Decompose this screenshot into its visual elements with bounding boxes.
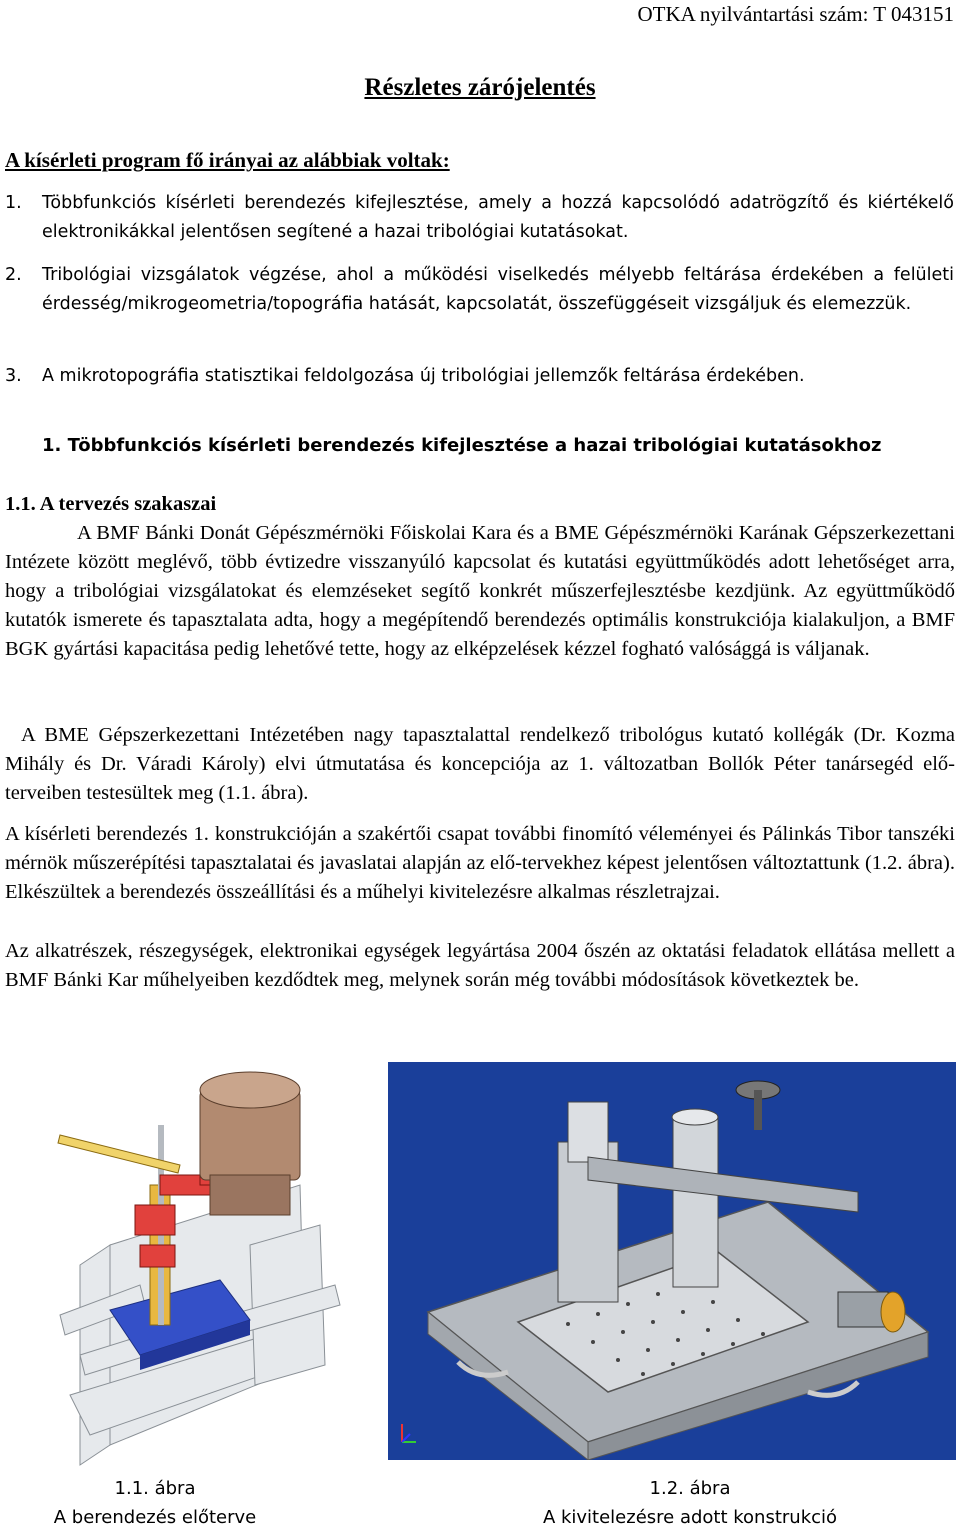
goal-number: 1. (5, 193, 22, 213)
figure-1-2-number: 1.2. ábra (649, 1478, 731, 1499)
goal-number: 2. (5, 265, 22, 285)
paragraph: A BMF Bánki Donát Gépészmérnöki Főiskolai Kara és a BME Gépészmérnöki Karának Gépszerkezettani Intézete között meglévő, több évtizedre visszanyúló kapcsolat és kutatási együttműködés adott lehetőséget arra, hogy a tribológiai vizsgálatokat és elemzéseket segítő konkrét műszerfejlesztésbe kezdjünk. Az együttműködő kutatók ismerete és tapasztalata adta, hogy a megépítendő berendezés optimális konstrukciója kialakuljon, a BMF BGK gyártási kapacitása pedig lehetővé tette, hogy az elképzelések kézzel fogható valósággá is váljanak. (5, 522, 955, 660)
goal-text: A mikrotopográfia statisztikai feldolgozása új tribológiai jellemzők feltárása érdekében. (42, 366, 805, 386)
motor-part (200, 1072, 300, 1215)
paragraph: A BME Gépszerkezettani Intézetében nagy tapasztalattal rendelkező tribológus kutató kollégák (Dr. Kozma Mihály és Dr. Váradi Károly) elvi útmutatása és koncepciója az 1. változatban Bollók Péter tanársegéd elő-terveiben testesültek meg (1.1. ábra). (5, 724, 955, 804)
figure-1-2-image (388, 1062, 956, 1460)
goals-subtitle: A kísérleti program fő irányai az alábbiak voltak: (5, 148, 450, 172)
figure-1-1-image (50, 1065, 360, 1470)
section-heading: 1. Többfunkciós kísérleti berendezés kifejlesztése a hazai tribológiai kutatásokhoz (42, 435, 882, 456)
page-title: Részletes zárójelentés (364, 74, 596, 101)
paragraph: Az alkatrészek, részegységek, elektronikai egységek legyártása 2004 őszén az oktatási feladatok ellátása mellett a BMF Bánki Kar műhelyeiben kezdődtek meg, melynek során még további módosítások következtek be. (5, 940, 955, 991)
goal-text: Többfunkciós kísérleti berendezés kifejlesztése, amely a hozzá kapcsolódó adatrögzítő és kiértékelő elektronikákkal jelentősen segítené a hazai tribológiai kutatásokat. (42, 193, 954, 242)
figure-1-1-number: 1.1. ábra (114, 1478, 196, 1499)
otka-reference: OTKA nyilvántartási szám: T 043151 (637, 2, 954, 26)
paragraph: A kísérleti berendezés 1. konstrukcióján a szakértői csapat további finomító véleményei és Pálinkás Tibor tanszéki mérnök műszerépítési tapasztalatai és javaslatai alapján az elő-tervekhez képest jelentősen változtattunk (1.2. ábra). Elkészültek a berendezés összeállítási és a műhelyi kivitelezésre alkalmas részletrajzai. (5, 823, 955, 903)
section-subheading: 1.1. A tervezés szakaszai (5, 493, 217, 515)
goal-text: Tribológiai vizsgálatok végzése, ahol a működési viselkedés mélyebb feltárása érdekében a felületi érdesség/mikrogeometria/topográfia hatását, kapcsolatát, összefüggéseit vizsgáljuk és elemezzük. (42, 265, 954, 314)
goal-number: 3. (5, 366, 22, 386)
figure-1-2-caption: A kivitelezésre adott konstrukció (542, 1507, 838, 1528)
figure-1-1-caption: A berendezés előterve (53, 1507, 257, 1528)
